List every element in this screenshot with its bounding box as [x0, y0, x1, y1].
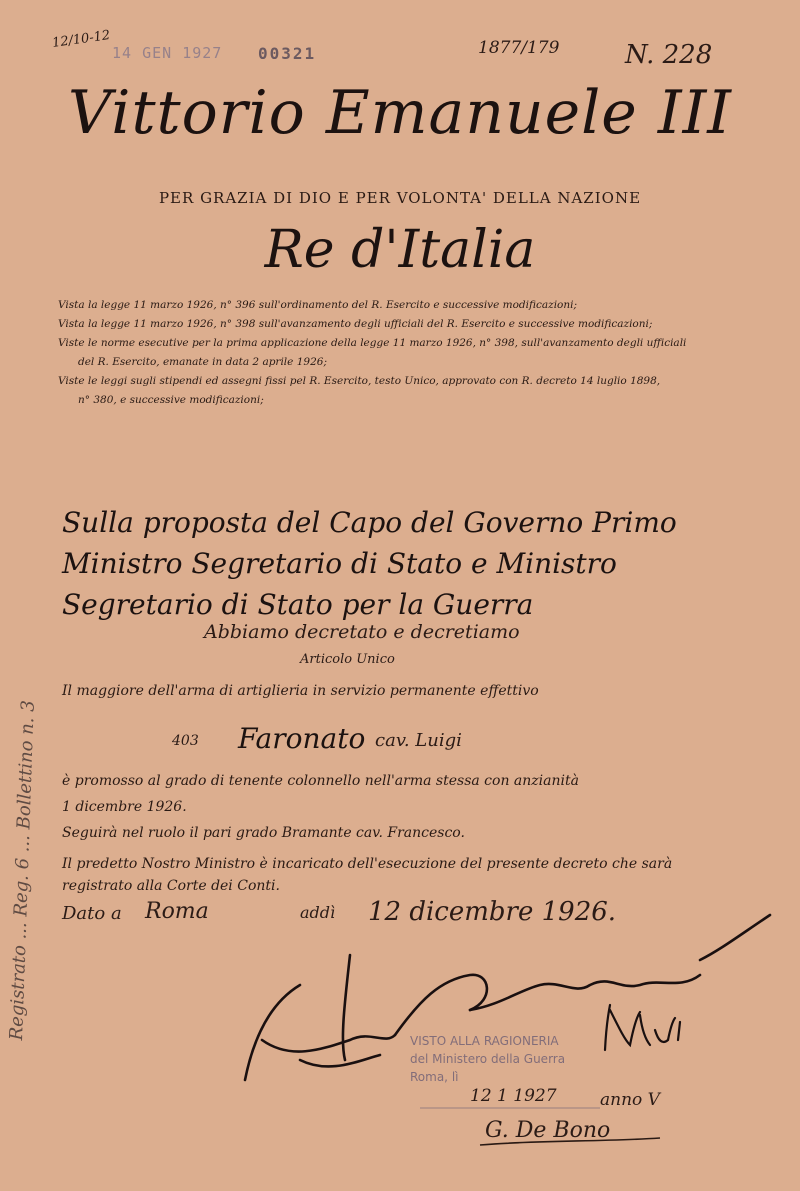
officer-surname: Faronato	[238, 722, 366, 755]
decree-line: 1 dicembre 1926.	[62, 799, 187, 815]
decree-line: registrato alla Corte dei Conti.	[62, 878, 280, 894]
dato-label: Dato a	[62, 903, 122, 924]
corner-note-left: 12/10-12	[51, 28, 112, 51]
preamble-line: Vista la legge 11 marzo 1926, n° 396 sull'ordinamento del R. Esercito e successive modificazioni;	[58, 299, 578, 311]
officer-number: 403	[172, 733, 199, 749]
preamble-line: del R. Esercito, emanate in data 2 aprile 1926;	[78, 356, 327, 368]
proposal-line: Segretario di Stato per la Guerra	[62, 588, 534, 621]
proposal-line: Sulla proposta del Capo del Governo Primo	[62, 506, 677, 539]
stamp-line: VISTO ALLA RAGIONERIA	[410, 1034, 559, 1048]
title-re-d-italia: Re d'Italia	[264, 220, 536, 280]
preamble-line: Viste le norme esecutive per la prima applicazione della legge 11 marzo 1926, n° 398, sull'avanzamento degli ufficiali	[58, 337, 687, 349]
stamp-line: del Ministero della Guerra	[410, 1052, 566, 1066]
countersigner: G. De Bono	[485, 1118, 611, 1143]
date-stamp: 14 GEN 1927	[112, 44, 223, 62]
anno-fascista: anno V	[600, 1090, 660, 1110]
minister-signature	[605, 1005, 680, 1050]
corner-note-right: N. 228	[625, 40, 713, 70]
place-name: Roma	[145, 899, 209, 924]
ragioneria-stamp	[410, 1032, 610, 1086]
addi-label: addì	[300, 903, 336, 922]
corner-note-middle: 1877/179	[478, 38, 560, 58]
decree-date: 12 dicembre 1926.	[368, 897, 617, 927]
preamble-line: Vista la legge 11 marzo 1926, n° 398 sull'avanzamento degli ufficiali del R. Esercito e successive modificazioni;	[58, 318, 653, 330]
stamp-date-handwritten: 12 1 1927	[470, 1086, 557, 1106]
officer-given-name: cav. Luigi	[375, 730, 462, 751]
preamble-line: n° 380, e successive modificazioni;	[78, 394, 264, 406]
decree-formula: Abbiamo decretato e decretiamo	[204, 621, 520, 643]
stamp-line: Roma, lì	[410, 1070, 459, 1084]
decree-line: è promosso al grado di tenente colonnello nell'arma stessa con anzianità	[62, 773, 579, 789]
article-heading: Articolo Unico	[300, 652, 395, 667]
decree-line: Seguirà nel ruolo il pari grado Bramante cav. Francesco.	[62, 825, 465, 841]
margin-registration-note: Registrato ... Reg. 6 ... Bollettino n. 3	[6, 699, 39, 1041]
decree-line: Il predetto Nostro Ministro è incaricato dell'esecuzione del presente decreto che sarà	[62, 856, 673, 872]
subtitle: PER GRAZIA DI DIO E PER VOLONTA' DELLA NAZIONE	[158, 189, 642, 207]
proposal-line: Ministro Segretario di Stato e Ministro	[62, 547, 617, 580]
protocol-number-stamp: 00321	[258, 44, 317, 63]
decree-line: Il maggiore dell'arma di artiglieria in servizio permanente effettivo	[62, 683, 539, 699]
preamble-line: Viste le leggi sugli stipendi ed assegni fissi pel R. Esercito, testo Unico, approvato con R. decreto 14 luglio 1898,	[58, 375, 661, 387]
king-name-heading: Vittorio Emanuele III	[67, 78, 732, 148]
